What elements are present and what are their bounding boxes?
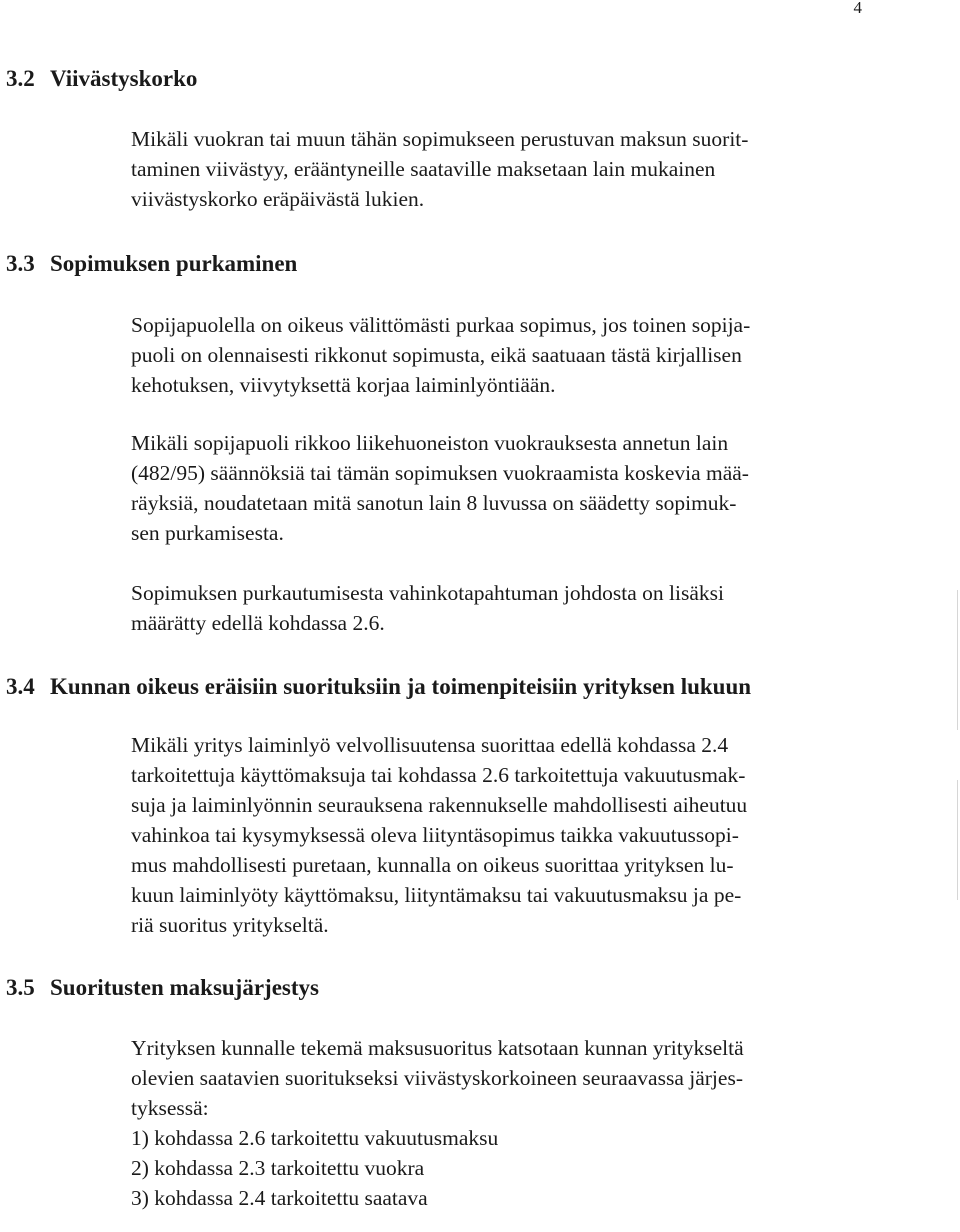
text-line: viivästyskorko eräpäivästä lukien. — [131, 187, 425, 211]
text-line: (482/95) säännöksiä tai tämän sopimuksen vuokraamista koskevia mää- — [131, 461, 749, 485]
section-number: 3.4 — [6, 674, 35, 699]
text-line: määrätty edellä kohdassa 2.6. — [131, 611, 385, 635]
text-line: kuun laiminlyöty käyttömaksu, liityntämaksu tai vakuutusmaksu ja pe- — [131, 883, 742, 907]
section-heading-3-5 — [6, 976, 319, 999]
text-line: riä suoritus yritykseltä. — [131, 913, 329, 937]
text-line: olevien saatavien suoritukseksi viivästyskorkoineen seuraavassa järjes- — [131, 1066, 743, 1090]
section-title: Kunnan oikeus eräisiin suorituksiin ja toimenpiteisiin yrityksen lukuun — [50, 674, 752, 699]
section-heading-3-3 — [6, 252, 297, 275]
text-line: mus mahdollisesti puretaan, kunnalla on oikeus suorittaa yrityksen lu- — [131, 853, 734, 877]
text-line: taminen viivästyy, erääntyneille saataville maksetaan lain mukainen — [131, 157, 716, 181]
paragraph — [131, 124, 851, 214]
section-heading-3-4 — [6, 675, 751, 698]
text-line: Mikäli sopijapuoli rikkoo liikehuoneiston vuokrauksesta annetun lain — [131, 431, 729, 455]
section-number: 3.3 — [6, 251, 35, 276]
paragraph — [131, 730, 851, 940]
text-line: suja ja laiminlyönnin seurauksena rakennukselle mahdollisesti aiheutuu — [131, 793, 748, 817]
list-item: 2) kohdassa 2.3 tarkoitettu vuokra — [131, 1156, 425, 1180]
text-line: tyksessä: — [131, 1096, 209, 1120]
section-title: Sopimuksen purkaminen — [50, 251, 298, 276]
paragraph — [131, 310, 851, 400]
section-title: Viivästyskorko — [50, 66, 198, 91]
section-heading-3-2 — [6, 67, 197, 90]
text-line: tarkoitettuja käyttömaksuja tai kohdassa 2.6 tarkoitettuja vakuutusmak- — [131, 763, 746, 787]
text-line: sen purkamisesta. — [131, 521, 284, 545]
section-number: 3.5 — [6, 975, 35, 1000]
paragraph — [131, 428, 851, 548]
text-line: Mikäli vuokran tai muun tähän sopimukseen perustuvan maksun suorit- — [131, 127, 749, 151]
text-line: Mikäli yritys laiminlyö velvollisuutensa suorittaa edellä kohdassa 2.4 — [131, 733, 729, 757]
section-title: Suoritusten maksujärjestys — [50, 975, 319, 1000]
paragraph — [131, 1033, 851, 1213]
text-line: räyksiä, noudatetaan mitä sanotun lain 8 luvussa on säädetty sopimuk- — [131, 491, 737, 515]
list-item: 1) kohdassa 2.6 tarkoitettu vakuutusmaksu — [131, 1126, 499, 1150]
page-number: 4 — [853, 0, 862, 17]
section-number: 3.2 — [6, 66, 35, 91]
scan-edge-mark — [957, 780, 958, 900]
text-line: kehotuksen, viivytyksettä korjaa laiminlyöntiään. — [131, 373, 556, 397]
text-line: Sopijapuolella on oikeus välittömästi purkaa sopimus, jos toinen sopija- — [131, 313, 751, 337]
list-item: 3) kohdassa 2.4 tarkoitettu saatava — [131, 1186, 428, 1210]
text-line: puoli on olennaisesti rikkonut sopimusta, eikä saatuaan tästä kirjallisen — [131, 343, 742, 367]
text-line: vahinkoa tai kysymyksessä oleva liityntäsopimus taikka vakuutussopi- — [131, 823, 739, 847]
scan-edge-mark — [957, 590, 958, 730]
paragraph — [131, 578, 851, 638]
text-line: Sopimuksen purkautumisesta vahinkotapahtuman johdosta on lisäksi — [131, 581, 724, 605]
text-line: Yrityksen kunnalle tekemä maksusuoritus katsotaan kunnan yritykseltä — [131, 1036, 744, 1060]
